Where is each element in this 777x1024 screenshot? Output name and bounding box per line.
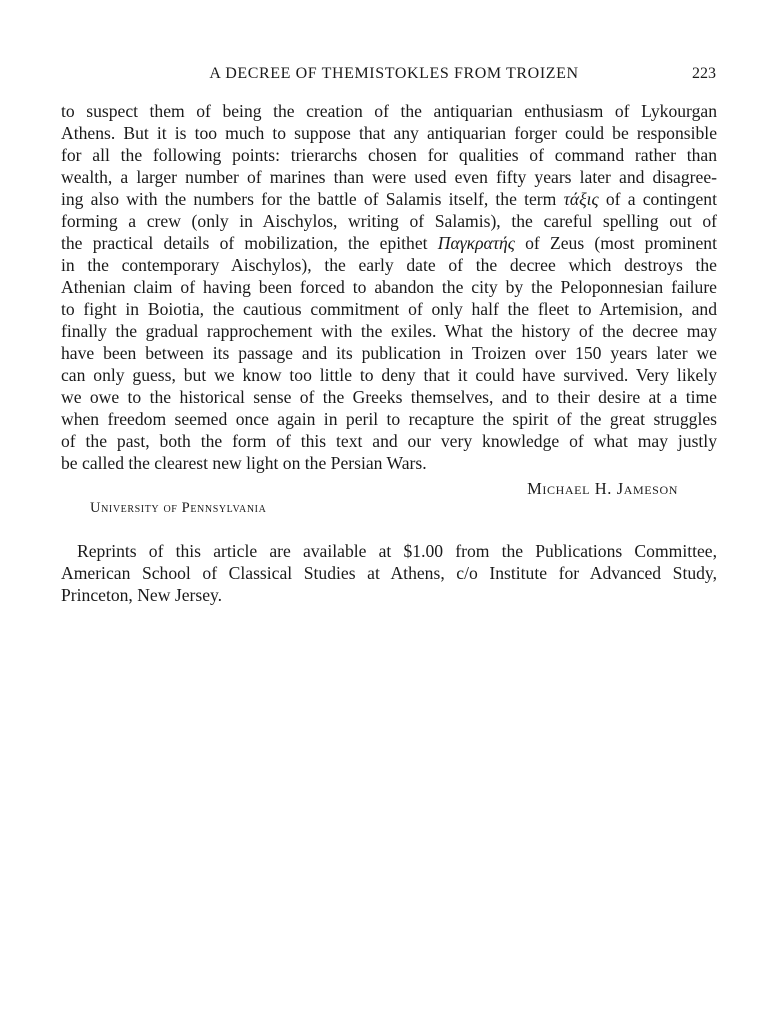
body-paragraph — [61, 100, 717, 474]
body-line: for all the following points: trierarchs chosen for qualities of command rather than — [61, 145, 717, 165]
body-line: we owe to the historical sense of the Greeks themselves, and to their desire at a time — [61, 387, 717, 407]
body-line: can only guess, but we know too little to deny that it could have survived. Very likely — [61, 365, 717, 385]
body-line: forming a crew (only in Aischylos, writing of Salamis), the careful spelling out of — [61, 211, 717, 231]
author-signature: Michael H. Jameson — [527, 479, 678, 498]
running-head — [60, 62, 716, 86]
body-line: wealth, a larger number of marines than were used even fifty years later and disagree- — [61, 167, 717, 187]
greek-term-taxis: τάξις — [563, 189, 599, 209]
body-line: when freedom seemed once again in peril to recapture the spirit of the great struggles — [61, 409, 717, 429]
body-line: Athenian claim of having been forced to abandon the city by the Peloponnesian failure — [61, 277, 717, 297]
body-line-text: of a contingent — [605, 189, 717, 209]
author-affiliation: University of Pennsylvania — [90, 500, 267, 516]
body-line: of the past, both the form of this text and our very knowledge of what may justly — [61, 431, 717, 451]
body-line-text: the practical details of mobilization, the epithet — [61, 233, 428, 253]
reprints-line: American School of Classical Studies at Athens, c/o Institute for Advanced Study, — [61, 563, 717, 583]
body-line-text: of Zeus (most prominent — [525, 233, 717, 253]
body-line-with-greek — [61, 188, 717, 210]
running-title: A DECREE OF THEMISTOKLES FROM TROIZEN — [209, 65, 579, 82]
reprints-note — [61, 540, 717, 606]
body-line-text: ing also with the numbers for the battle of Salamis itself, the term — [61, 189, 557, 209]
body-line: in the contemporary Aischylos), the early date of the decree which destroys the — [61, 255, 717, 275]
body-line: finally the gradual rapprochement with the exiles. What the history of the decree may — [61, 321, 717, 341]
body-line: be called the clearest new light on the Persian Wars. — [61, 453, 427, 473]
body-line: have been between its passage and its publication in Troizen over 150 years later we — [61, 343, 717, 363]
body-line: Athens. But it is too much to suppose that any antiquarian forger could be responsible — [61, 123, 717, 143]
body-line: to fight in Boiotia, the cautious commitment of only half the fleet to Artemision, and — [61, 299, 717, 319]
greek-term-pankrates: Παγκρατής — [437, 233, 515, 253]
body-line-with-greek — [61, 232, 717, 254]
reprints-line: Reprints of this article are available at $1.00 from the Publications Committee, — [77, 541, 717, 561]
page-number: 223 — [692, 65, 716, 82]
reprints-line: Princeton, New Jersey. — [61, 585, 223, 605]
body-line: to suspect them of being the creation of the antiquarian enthusiasm of Lykourgan — [61, 101, 717, 121]
